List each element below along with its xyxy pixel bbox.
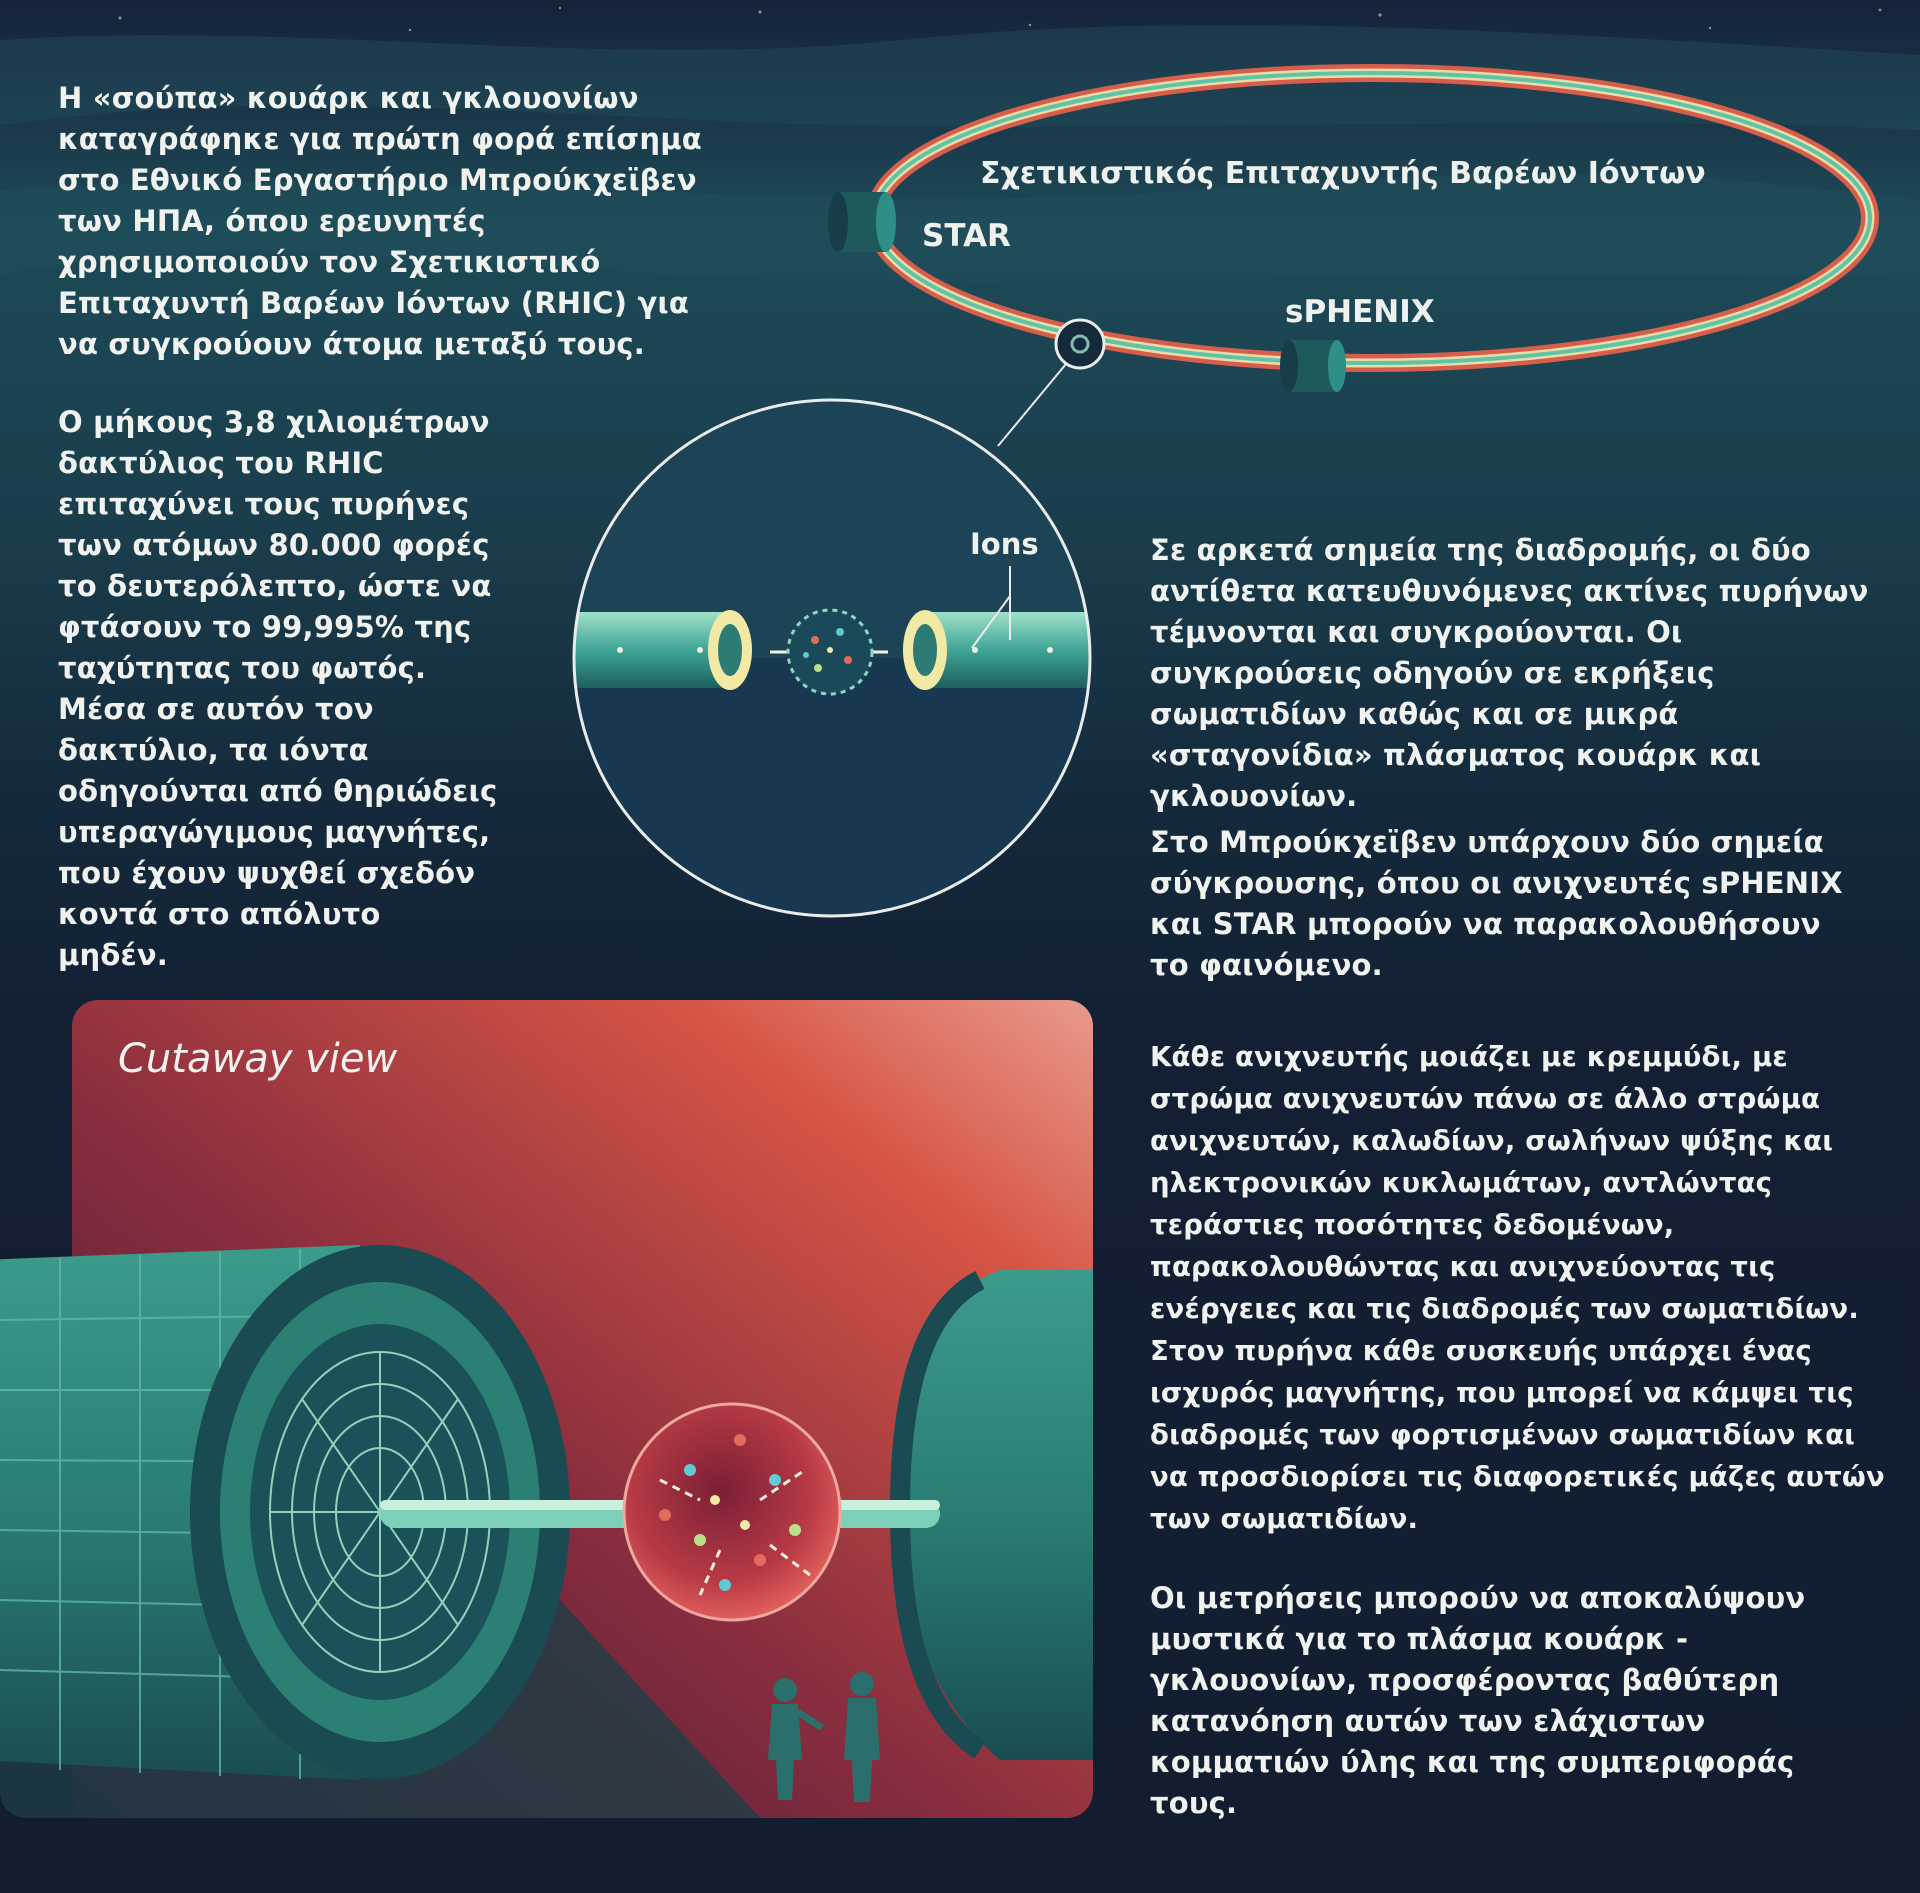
detector-paragraph: Κάθε ανιχνευτής μοιάζει με κρεμμύδι, με στρώμα ανιχνευτών πάνω σε άλλο στρώμα ανιχνευτών, καλωδίων, σωλήνων ψύξης και ηλεκτρονικών κυκλωμάτων, αντλώντας τεράστιες ποσότητες δεδομένων, παρακολουθώντας και ανιχνεύοντας τις ενέργειες και τις διαδρομές των σωματιδίων. Στον πυρήνα κάθε συσκευής υπάρχει ένας ισχυρός μαγνήτης, που μπορεί να κάμψει τις διαδρομές των φορτισμένων σωματιδίων και να προσδιορίσει τις διαφορετικές μάζες αυτών των σωματιδίων.: [1150, 1041, 1885, 1535]
intro-paragraph: Η «σούπα» κουάρκ και γκλουονίων καταγράφηκε για πρώτη φορά επίσημα στο Εθνικό Εργαστήριο Μπρούκχεϊβεν των ΗΠΑ, όπου ερευνητές χρησιμοποιούν τον Σχετικιστικό Επιταχυντή Βαρέων Ιόντων (RHIC) για να συγκρούουν άτομα μεταξύ τους.: [58, 81, 702, 361]
cutaway-panel: [0, 1000, 1093, 1818]
collider-name-label: Σχετικιστικός Επιταχυντής Βαρέων Ιόντων: [980, 156, 1706, 191]
star-label: STAR: [922, 218, 1011, 254]
collision-points-paragraph: Στο Μπρούκχεϊβεν υπάρχουν δύο σημεία σύγκρουσης, όπου οι ανιχνευτές sPHENIX και STAR μπορούν να παρακολουθήσουν το φαινόμενο.: [1150, 825, 1843, 982]
sphenix-label: sPHENIX: [1285, 294, 1435, 330]
crossings-paragraph: Σε αρκετά σημεία της διαδρομής, οι δύο αντίθετα κατευθυνόμενες ακτίνες πυρήνων τέμνονται και συγκρούονται. Οι συγκρούσεις οδηγούν σε εκρήξεις σωματιδίων καθώς και σε μικρά «σταγονίδια» πλάσματος κουάρκ και γκλουονίων.: [1150, 533, 1869, 813]
cutaway-label: Cutaway view: [118, 1036, 398, 1082]
sphenix-detector-icon: [1280, 340, 1346, 392]
measurements-paragraph: Οι μετρήσεις μπορούν να αποκαλύψουν μυστικά για το πλάσμα κουάρκ - γκλουονίων, προσφέροντας βαθύτερη κατανόηση αυτών των ελάχιστων κομματιών ύλης και της συμπεριφοράς τους.: [1150, 1581, 1806, 1820]
ions-label: Ions: [970, 527, 1039, 561]
star-detector-icon: [828, 192, 896, 252]
ring-paragraph: Ο μήκους 3,8 χιλιομέτρων δακτύλιος του RHIC επιταχύνει τους πυρήνες των ατόμων 80.000 φορές το δευτερόλεπτο, ώστε να φτάσουν το 99,995% της ταχύτητας του φωτός. Μέσα σε αυτόν τον δακτύλιο, τα ιόντα οδηγούνται από θηριώδεις υπεραγώγιμους μαγνήτες, που έχουν ψυχθεί σχεδόν κοντά στο απόλυτο μηδέν.: [58, 405, 498, 972]
